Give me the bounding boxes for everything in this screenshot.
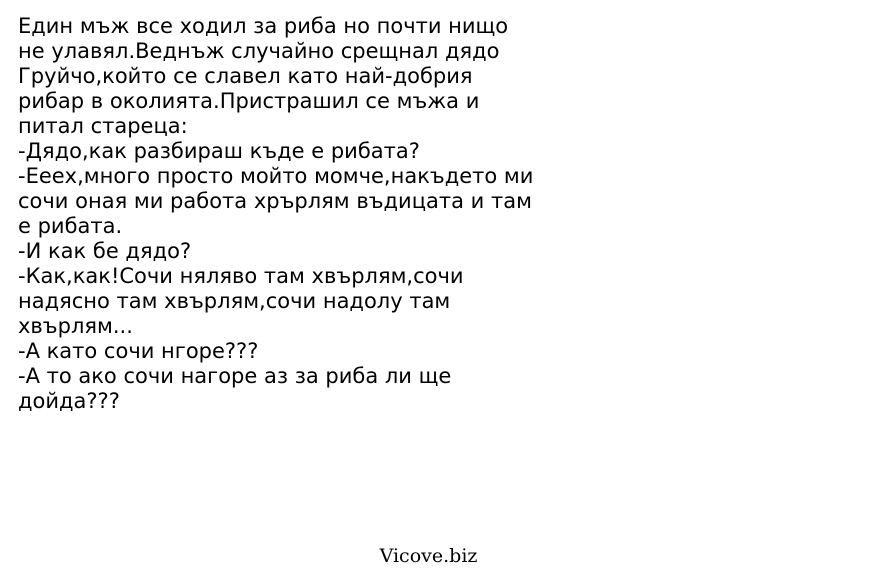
watermark: Vicove.biz xyxy=(379,545,478,567)
joke-line-13: хвърлям... xyxy=(18,314,133,338)
joke-line-14: -А като сочи нгоре??? xyxy=(18,339,259,363)
joke-line-10: -И как бе дядо? xyxy=(18,239,192,263)
joke-line-8: сочи оная ми работа хрърлям въдицата и там xyxy=(18,189,532,213)
joke-line-4: рибар в околията.Пристрашил се мъжа и xyxy=(18,89,480,113)
joke-line-7: -Ееех,много просто мойто момче,накъдето ми xyxy=(18,164,534,188)
joke-text xyxy=(18,14,858,414)
joke-line-12: надясно там хвърлям,сочи надолу там xyxy=(18,289,451,313)
joke-line-11: -Как,как!Сочи няляво там хвърлям,сочи xyxy=(18,264,464,288)
joke-line-6: -Дядо,как разбираш къде е рибата? xyxy=(18,139,420,163)
joke-line-9: е рибата. xyxy=(18,214,123,238)
joke-line-5: питал стареца: xyxy=(18,114,188,138)
joke-line-1: Един мъж все ходил за риба но почти нищо xyxy=(18,14,509,38)
joke-line-15: -А то ако сочи нагоре аз за риба ли ще xyxy=(18,364,452,388)
joke-line-3: Груйчо,който се славел като най-добрия xyxy=(18,64,473,88)
joke-line-2: не улавял.Веднъж случайно срещнал дядо xyxy=(18,39,500,63)
joke-line-16: дойда??? xyxy=(18,389,120,413)
